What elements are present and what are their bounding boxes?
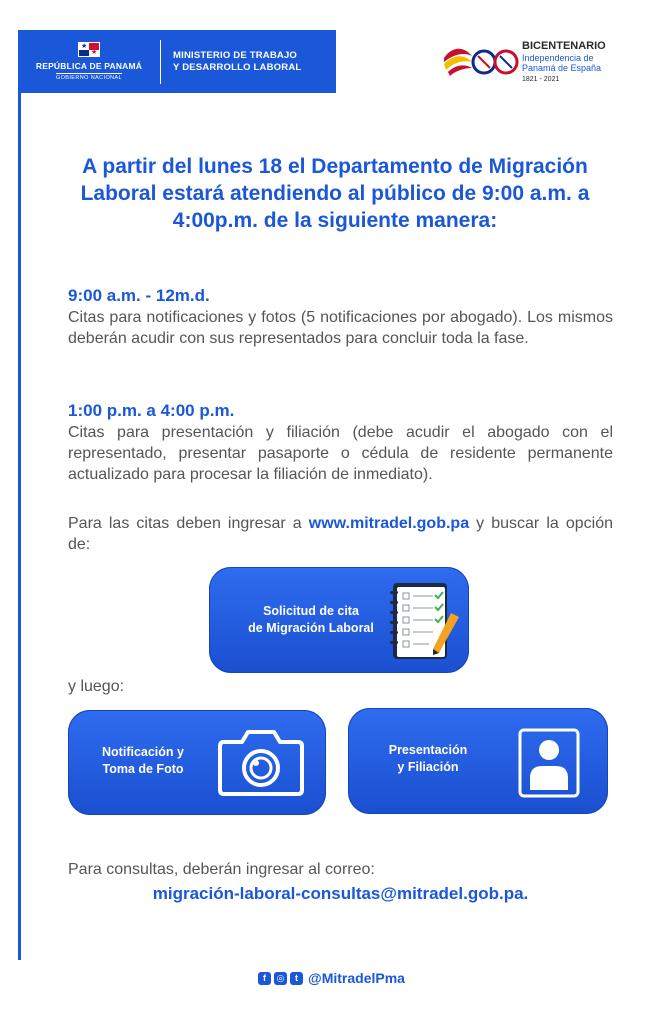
user-id-icon	[518, 728, 580, 798]
bicentenario-years: 1821 - 2021	[522, 76, 560, 83]
notification-photo-button[interactable]	[68, 710, 326, 815]
label-line-1: Solicitud de cita	[263, 604, 359, 618]
social-footer	[0, 970, 663, 986]
instagram-icon[interactable]: ◎	[274, 972, 287, 985]
appointment-request-label	[241, 603, 381, 637]
schedule-time: 1:00 p.m. a 4:00 p.m.	[68, 401, 235, 420]
left-accent-rule	[18, 30, 21, 960]
ministry-line-2: Y DESARROLLO LABORAL	[173, 61, 302, 73]
ministry-name	[161, 50, 301, 74]
panama-flag-icon	[78, 42, 100, 57]
bicentenario-subtitle-2: Panamá de España	[522, 63, 602, 73]
instructions-suffix: y buscar la opción de:	[68, 515, 614, 553]
schedule-morning	[68, 285, 613, 349]
ministry-line-1: MINISTERIO DE TRABAJO	[173, 49, 298, 61]
schedule-afternoon	[68, 400, 613, 485]
contact-prefix: Para consultas, deberán ingresar al correo:	[68, 861, 375, 878]
checklist-notebook-icon	[385, 579, 465, 663]
label-line-1: Notificación y	[102, 745, 184, 759]
government-logo	[18, 30, 160, 93]
ministry-header	[18, 30, 336, 93]
label-line-2: y Filiación	[397, 760, 459, 774]
bicentenario-logo	[442, 38, 622, 88]
appointment-request-button[interactable]	[209, 567, 469, 673]
social-handle[interactable]: @MitradelPma	[308, 970, 405, 986]
schedule-time: 9:00 a.m. - 12m.d.	[68, 286, 210, 305]
camera-icon	[216, 726, 306, 798]
instructions-text	[68, 513, 613, 555]
appointment-instructions	[68, 513, 613, 555]
bicentenario-subtitle-1: Independencia de	[522, 53, 594, 63]
bicentenario-title: BICENTENARIO	[522, 40, 606, 52]
twitter-icon[interactable]: t	[290, 972, 303, 985]
announcement-headline: A partir del lunes 18 el Departamento de Migración Laboral estará atendiendo al público de 9:00 a.m. a 4:00p.m. de la siguiente manera:	[80, 155, 590, 232]
website-link[interactable]: www.mitradel.gob.pa	[308, 515, 470, 532]
instructions-prefix: Para las citas deben ingresar a	[68, 515, 309, 532]
label-line-2: de Migración Laboral	[248, 621, 374, 635]
presentation-filiation-button[interactable]	[348, 708, 608, 814]
schedule-description: Citas para presentación y filiación (debe acudir el abogado con el representado, presentar pasaporte o cédula de residente permanente actualizado para procesar la filiación de inmediato).	[68, 424, 613, 483]
then-label: y luego:	[68, 678, 125, 695]
contact-email-link[interactable]: migración-laboral-consultas@mitradel.gob.pa.	[152, 884, 529, 903]
presentation-filiation-label	[376, 742, 480, 776]
gov-national-label: GOBIERNO NACIONAL	[55, 75, 123, 81]
label-line-2: Toma de Foto	[102, 762, 184, 776]
label-line-1: Presentación	[388, 743, 468, 757]
notification-photo-label	[88, 744, 198, 778]
gov-republic-label: REPÚBLICA DE PANAMÁ	[35, 61, 143, 71]
schedule-description: Citas para notificaciones y fotos (5 notificaciones por abogado). Los mismos deberán acudir con sus representados para concluir toda la fase.	[68, 309, 613, 347]
bicentenario-emblem-icon	[442, 40, 520, 80]
facebook-icon[interactable]: f	[258, 972, 271, 985]
